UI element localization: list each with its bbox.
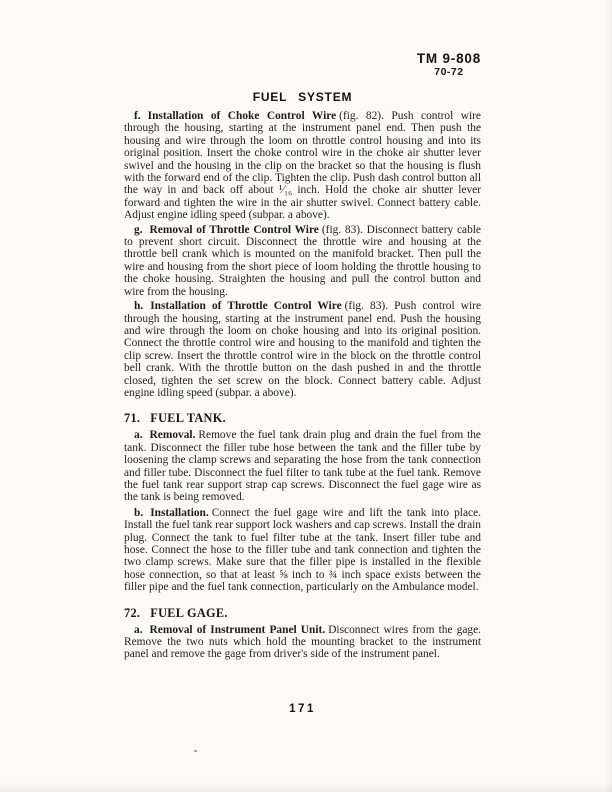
paragraph-body: Connect the fuel gage wire and lift the tank into place. Install the fuel tank rear support lock washers and cap screws. Install the drain plug. Connect the tank to fuel filter tube at the tank. Insert filler tube and hose. Connect the hose to the filler tube and tank connection and tighten the two clamp screws. Make sure that the filler pipe is installed in the flexible hose connection, so that at least ⅝ inch to ¾ inch space exists between the filler pipe and the fuel tank connection, particularly on the Ambulance model.	[124, 506, 481, 594]
paragraph-title: Removal of Throttle Control Wire	[149, 223, 319, 236]
paragraph-body: Disconnect wires from the gage. Remove the two nuts which hold the mounting bracket to the instrument panel and remove the gage from driver's side of the instrument panel.	[124, 623, 481, 661]
page-number: 171	[289, 703, 316, 715]
paragraph-label: f.	[134, 110, 141, 122]
scan-speck	[194, 750, 197, 752]
paragraph-title: Removal of Instrument Panel Unit.	[149, 623, 326, 636]
page-heading: FUEL SYSTEM	[252, 90, 353, 104]
paragraph-title: Removal.	[149, 429, 196, 442]
paragraph-title: Installation of Throttle Control Wire	[150, 300, 342, 313]
doc-ref: TM 9-808	[416, 51, 481, 66]
paragraph-title: Installation.	[150, 506, 209, 519]
section-heading-72	[124, 607, 481, 620]
paragraph-g	[124, 224, 481, 298]
section-number: 71.	[124, 411, 141, 426]
document-header-block	[417, 51, 481, 78]
paragraph-h	[124, 300, 481, 399]
section-title: FUEL TANK.	[150, 411, 226, 426]
paragraph-71a	[124, 429, 481, 503]
paragraph-body: (fig. 83). Disconnect battery cable to prevent short circuit. Disconnect the throttle wire and housing at the throttle bell crank which is mounted on the manifold bracket. Then pull the wire and housing from the short piece of loom holding the throttle housing to the choke housing. Straighten the housing and pull the control button and wire from the housing.	[124, 223, 481, 298]
paragraph-body: Remove the fuel tank drain plug and drain the fuel from the tank. Disconnect the filler tube hose between the tank and the filler tube by loosening the clamp screws and separating the hose from the tank connection and filler tube. Disconnect the fuel filter to tank tube at the fuel tank. Remove the fuel tank rear support strap cap screws. Disconnect the fuel gage wire as the tank is being removed.	[124, 429, 481, 504]
paragraph-f	[124, 110, 481, 222]
paragraph-72a	[124, 624, 481, 661]
paragraph-label: g.	[134, 223, 143, 236]
paragraph-label: a.	[134, 623, 143, 636]
section-title: FUEL GAGE.	[150, 605, 228, 620]
paragraph-range: 70-72	[434, 66, 464, 78]
paragraph-body: (fig. 83). Push control wire through the housing, starting at the instrument panel end. Push the housing and wire through the loom on choke housing and into its original position. Connect the throttle control wire and housing to the manifold and tighten the clip screw. Insert the throttle control wire in the block on the throttle control bell crank. With the throttle button on the dash pushed in and the throttle closed, tighten the set screw on the block. Connect battery cable. Adjust engine idling speed (subpar. a above).	[124, 300, 481, 399]
page-content	[124, 0, 481, 661]
paragraph-title: Installation of Choke Control Wire	[147, 110, 337, 122]
paragraph-label: h.	[134, 300, 144, 313]
paragraph-label: b.	[134, 506, 144, 519]
paragraph-71b	[124, 507, 481, 594]
document-header	[124, 0, 481, 80]
paragraph-label: a.	[134, 429, 143, 442]
paragraph-body: (fig. 82). Push control wire through the housing, starting at the instrument panel end. Then push the housing and wire through the loom on throttle control housing and into its original position. Insert the choke control wire in the choke air shutter lever swivel and the housing in the clip on the bracket so that the housing is flush with the forward end of the clip. Tighten the clip. Push dash control button all the way in and back off about ¹⁄₁₆ inch. Hold the choke air shutter lever forward and tighten the wire in the air shutter swivel. Connect battery cable. Adjust engine idling speed (subpar. a above).	[124, 110, 481, 222]
section-heading-71	[124, 412, 481, 425]
section-number: 72.	[124, 605, 141, 620]
